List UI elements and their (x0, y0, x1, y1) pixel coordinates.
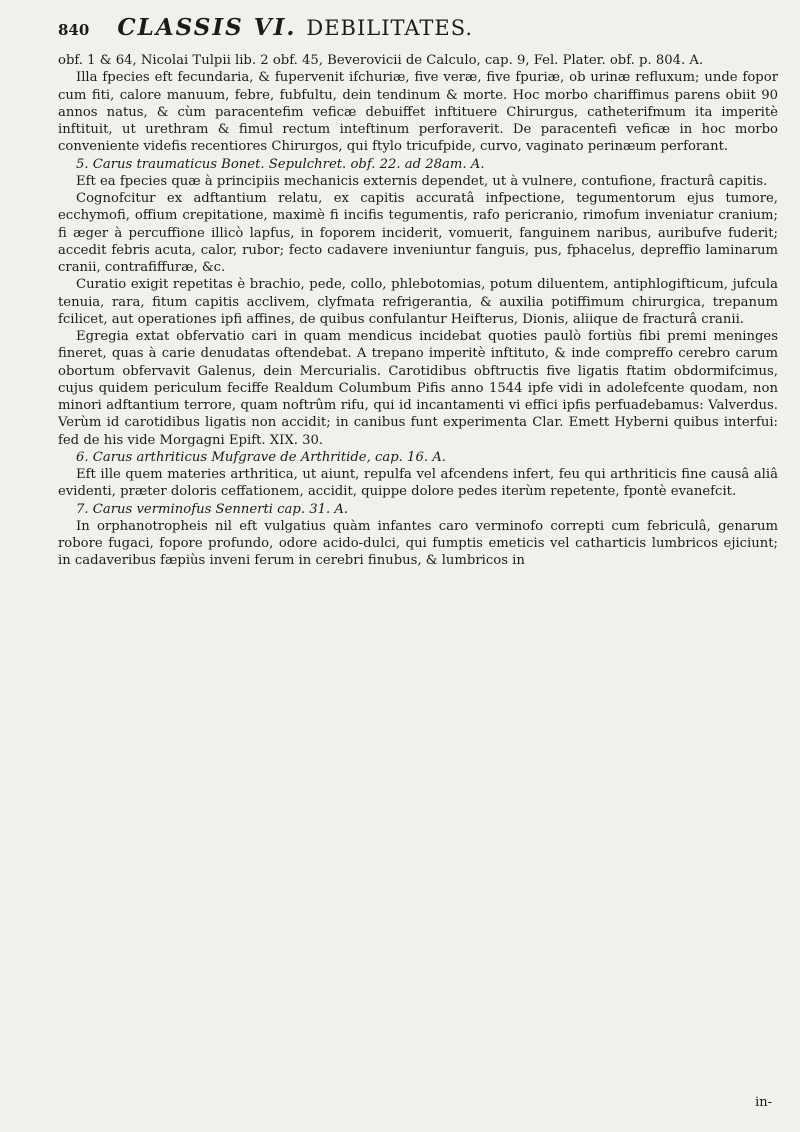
paragraph-traumaticus-diagnosis: Cognofcitur ex adftantium relatu, ex capitis accuratâ infpectione, tegumentorum ejus tumore, ecchymofi, offium crepitatione, maximè fi incifis tegumentis, rafo pericranio, rimofum inveniatur cranium; fi æger à percuffione illicò lapfus, in foporem inciderit, vomuerit, fanguinem naribus, auribufve fuderit; accedit febris acuta, calor, rubor; fecto cadavere inveniuntur fanguis, pus, fphacelus, depreffio laminarum cranii, contrafiffuræ, &c. (58, 191, 778, 275)
paragraph-species-secundaria: Illa fpecies eft fecundaria, & fupervenit ifchuriæ, five veræ, five fpuriæ, ob urinæ refluxum; unde fopor cum fiti, calore manuum, febre, fubfultu, dein tendinum & morte. Hoc morbo chariffimus parens obiit 90 annos natus, & cùm paracentefim veficæ debuiffet inftituere Chirurgus, catheterifmum ita imperitè inftituit, ut urethram & fimul rectum inteftinum perforaverit. De paracentefi veficæ in hoc morbo conveniente videfis recentiores Chirurgos, qui ftylo tricufpide, curvo, vaginato perinæum perforant. (58, 70, 778, 155)
running-head (117, 14, 473, 41)
document-page (58, 14, 778, 1114)
paragraph-traumaticus-definition: Eft ea fpecies quæ à principiis mechanicis externis dependet, ut à vulnere, contufione, fracturâ capitis. (76, 173, 768, 189)
section-title-carus-verminosus: 7. Carus verminofus Sennerti cap. 31. A. (76, 501, 349, 517)
section-title-carus-arthriticus: 6. Carus arthriticus Mufgrave de Arthritide, cap. 16. A. (76, 449, 446, 465)
paragraph-traumaticus-curatio: Curatio exigit repetitas è brachio, pede, collo, phlebotomias, potum diluentem, antiphlogifticum, jufcula tenuia, rara, fitum capitis acclivem, clyfmata refrigerantia, & auxilia potiffimum chirurgica, trepanum fcilicet, aut operationes ipfi affines, de quibus confulantur Heifterus, Dionis, aliique de fracturâ cranii. (58, 277, 778, 327)
paragraph-arthriticus: Eft ille quem materies arthritica, ut aiunt, repulfa vel afcendens infert, feu qui arthriticis fine causâ aliâ evidenti, præter doloris ceffationem, accidit, quippe dolore pedes iterùm repetente, fpontè evanefcit. (58, 467, 778, 500)
paragraph-observatio: Egregia extat obfervatio cari in quam mendicus incidebat quoties paulò fortiùs fibi premi meninges fineret, quas à carie denudatas oftendebat. A trepano imperitè inftituto, & inde compreffo cerebro carum obortum obfervavit Galenus, dein Mercurialis. Carotidibus obftructis five ligatis ftatim obdormifcimus, cujus quidem periculum feciffe Realdum Columbum Pifis anno 1544 ipfe vidi in adolefcente quodam, non minori adftantium terrore, quam noftrûm rifu, qui id incantamenti vi effici ipfis perfuadebamus: Valverdus. Verùm id carotidibus ligatis non accidit; in canibus funt experimenta Clar. Emett Hyberni quibus interfui: fed de his vide Morgagni Epift. XIX. 30. (58, 329, 778, 448)
page-header (58, 14, 778, 50)
catchword: in- (755, 1095, 772, 1110)
running-head-title: DEBILITATES. (306, 16, 474, 40)
paragraph-verminosus: In orphanotropheis nil eft vulgatius quàm infantes caro verminofo correpti cum febriculâ, genarum robore fugaci, fopore profundo, odore acido-dulci, qui fumptis emeticis vel catharticis lumbricos ejiciunt; in cadaveribus fæpiùs inveni ferum in cerebri finubus, & lumbricos in (58, 518, 778, 569)
page-number: 840 (58, 21, 90, 39)
body-text (58, 52, 778, 570)
section-title-carus-traumaticus: 5. Carus traumaticus Bonet. Sepulchret. obf. 22. ad 28am. A. (76, 156, 485, 172)
paragraph-references: obf. 1 & 64, Nicolai Tulpii lib. 2 obf. 45, Beverovicii de Calculo, cap. 9, Fel. Plater. obf. p. 804. A. (58, 53, 704, 68)
running-head-classis: CLASSIS VI. (117, 14, 297, 41)
